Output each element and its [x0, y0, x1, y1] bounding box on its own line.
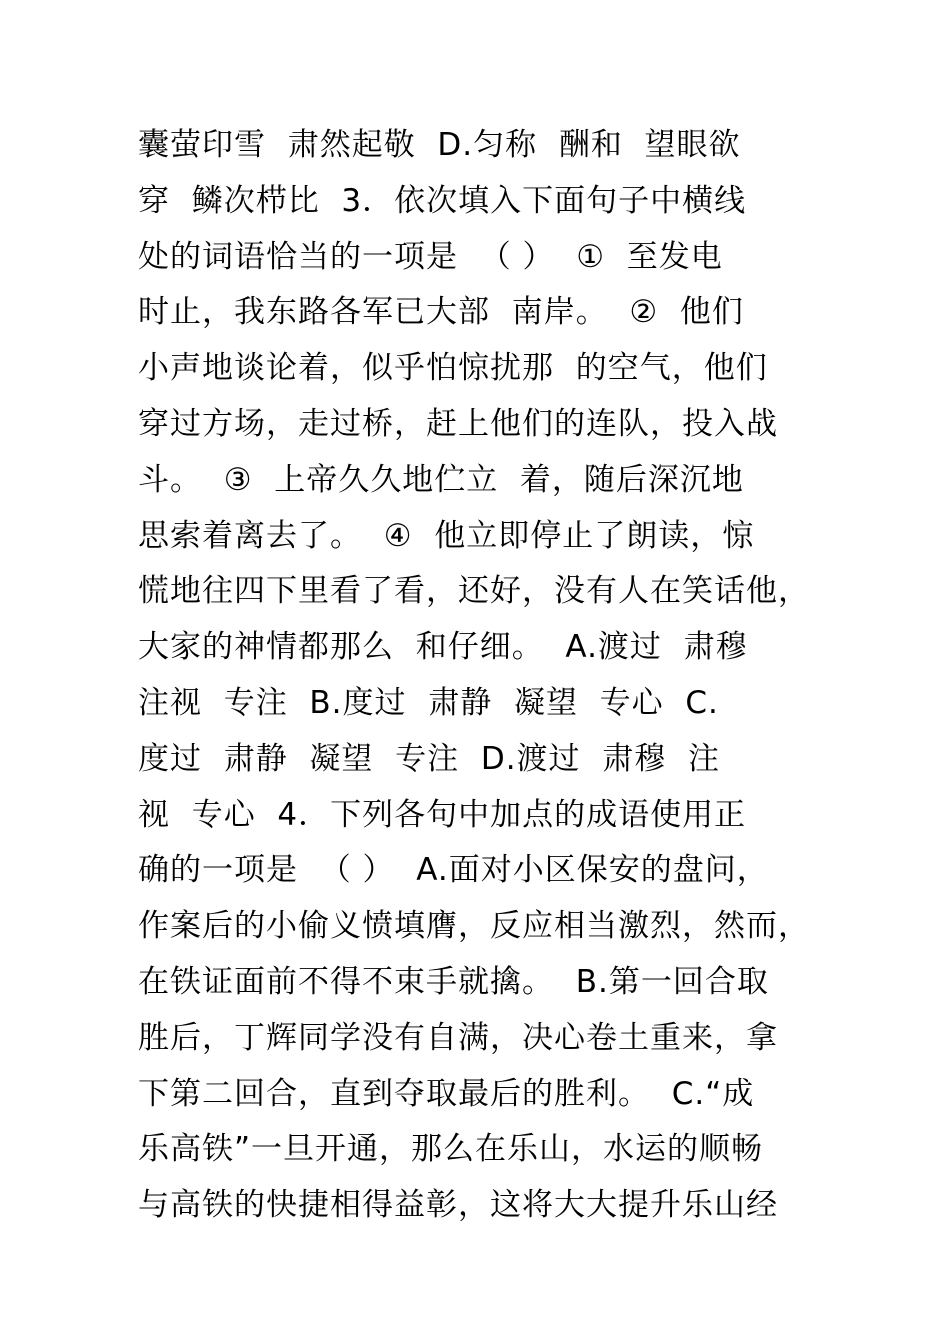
text-line-13: 视 专心 4．下列各句中加点的成语使用正 [138, 796, 747, 833]
text-line-5: 小声地谈论着，似乎怕惊扰那 的空气，他们 [138, 350, 768, 387]
text-line-3: 处的词语恰当的一项是 （ ） ① 至发电 [138, 238, 723, 275]
text-line-7: 斗。 ③ 上帝久久地伫立 着，随后深沉地 [138, 461, 744, 498]
text-line-14: 确的一项是 （ ） A.面对小区保安的盘问， [138, 852, 769, 889]
text-line-10: 大家的神情都那么 和仔细。 A.渡过 肃穆 [138, 629, 748, 666]
body-text [138, 118, 838, 1234]
text-line-20: 与高铁的快捷相得益彰，这将大大提升乐山经 [138, 1187, 778, 1224]
text-line-12: 度过 肃静 凝望 专注 D.渡过 肃穆 注 [138, 740, 720, 777]
text-line-18: 下第二回合，直到夺取最后的胜利。 C.“成 [138, 1075, 755, 1112]
text-line-16: 在铁证面前不得不束手就擒。 B.第一回合取 [138, 963, 769, 1000]
text-line-9: 慌地往四下里看了看，还好，没有人在笑话他， [138, 573, 810, 610]
text-line-8: 思索着离去了。 ④ 他立即停止了朗读，惊 [138, 517, 755, 554]
text-line-11: 注视 专注 B.度过 肃静 凝望 专心 C. [138, 684, 719, 721]
text-line-1: 囊萤印雪 肃然起敬 D.匀称 酬和 望眼欲 [138, 127, 741, 163]
text-line-6: 穿过方场，走过桥，赶上他们的连队，投入战 [138, 405, 778, 442]
text-line-15: 作案后的小偷义愤填膺，反应相当激烈，然而， [138, 908, 810, 945]
text-line-4: 时止，我东路各军已大部 南岸。 ② 他们 [138, 294, 744, 331]
text-line-17: 胜后，丁辉同学没有自满，决心卷土重来，拿 [138, 1019, 778, 1056]
text-line-2: 穿 鳞次栉比 3．依次填入下面句子中横线 [138, 182, 747, 219]
text-line-19: 乐高铁”一旦开通，那么在乐山，水运的顺畅 [138, 1131, 764, 1168]
